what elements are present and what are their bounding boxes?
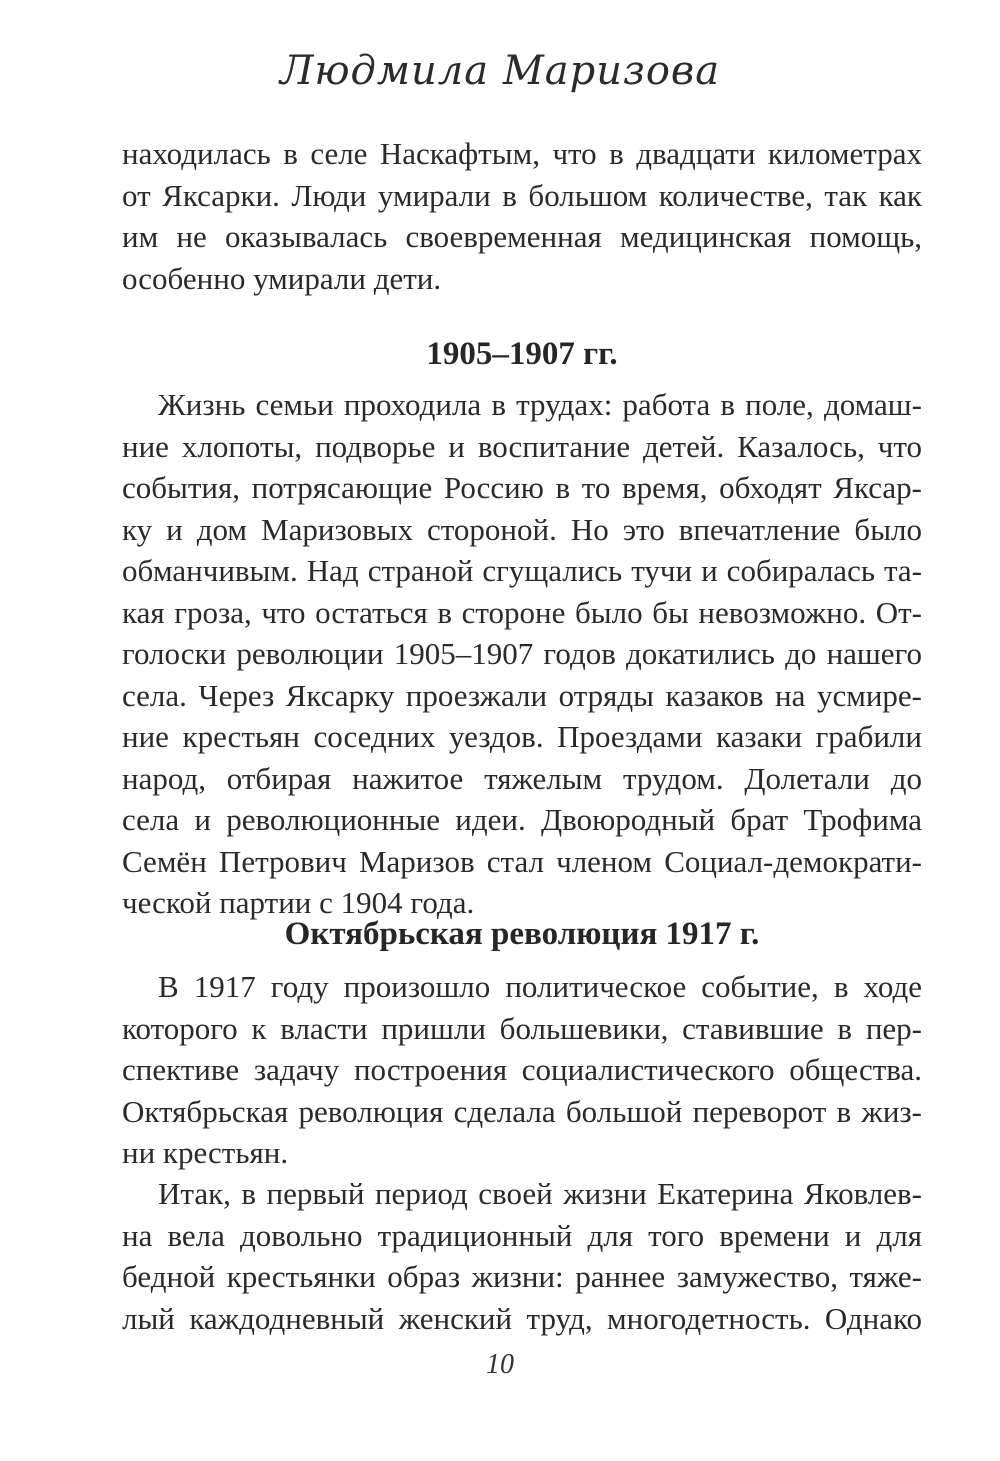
text-line: от Яксарки. Люди умирали в большом количестве, так как — [122, 177, 922, 213]
text-line: на вела довольно традиционный для того времени и для — [122, 1217, 922, 1253]
text-line: В 1917 году произошло политическое событие, в ходе — [158, 969, 922, 1004]
text-line: села. Через Яксарку проезжали отряды казаков на усмире- — [122, 677, 922, 713]
text-line: обманчивым. Над страной сгущались тучи и собиралась та- — [122, 553, 922, 588]
text-line: села и революционные идеи. Двоюродный брат Трофима — [122, 802, 922, 837]
text-line: спективе задачу построения социалистического общества. — [122, 1052, 922, 1087]
text-line: находилась в селе Наскафтым, что в двадцати километрах — [122, 136, 922, 171]
text-line: ние крестьян соседних уездов. Проездами казаки грабили — [122, 719, 922, 754]
text-line: Жизнь семьи проходила в трудах: работа в поле, домаш- — [158, 387, 922, 422]
text-line: ку и дом Маризовых стороной. Но это впечатление было — [122, 511, 922, 547]
text-line: народ, отбирая нажитое тяжелым трудом. Долетали до — [122, 760, 922, 796]
text-line: ние хлопоты, подворье и воспитание детей. Казалось, что — [122, 428, 922, 464]
page-number: 10 — [486, 1349, 514, 1380]
text-line: голоски революции 1905–1907 годов докатились до нашего — [122, 636, 922, 671]
text-line: кая гроза, что остаться в стороне было бы невозможно. От- — [122, 594, 922, 630]
running-head-author: Людмила Маризова — [279, 48, 721, 94]
text-line: которого к власти пришли большевики, ставившие в пер- — [122, 1010, 922, 1046]
text-line: Октябрьская революция сделала большой переворот в жиз- — [122, 1093, 922, 1129]
text-line: Итак, в первый период своей жизни Екатерина Яковлев- — [158, 1176, 922, 1211]
text-line: особенно умирали дети. — [122, 260, 442, 296]
intro-paragraph — [122, 133, 922, 299]
section-heading-october-revolution: Октябрьская революция 1917 г. — [284, 916, 760, 952]
section-heading-1905-1907: 1905–1907 гг. — [426, 336, 618, 372]
section-1-paragraph — [122, 384, 922, 924]
text-line: Семён Петрович Маризов стал членом Социал-демократи- — [122, 843, 922, 879]
section-2-paragraph-1 — [122, 966, 922, 1174]
text-line: им не оказывалась своевременная медицинская помощь, — [122, 219, 922, 254]
text-line: ни крестьян. — [122, 1135, 289, 1170]
text-line: ческой партии с 1904 года. — [122, 885, 475, 920]
text-line: бедной крестьянки образ жизни: раннее замужество, тяже- — [122, 1259, 922, 1294]
text-line: события, потрясающие Россию в то время, обходят Яксар- — [122, 470, 922, 505]
text-line: лый каждодневный женский труд, многодетность. Однако — [122, 1300, 922, 1336]
section-2-paragraph-2 — [122, 1173, 922, 1339]
